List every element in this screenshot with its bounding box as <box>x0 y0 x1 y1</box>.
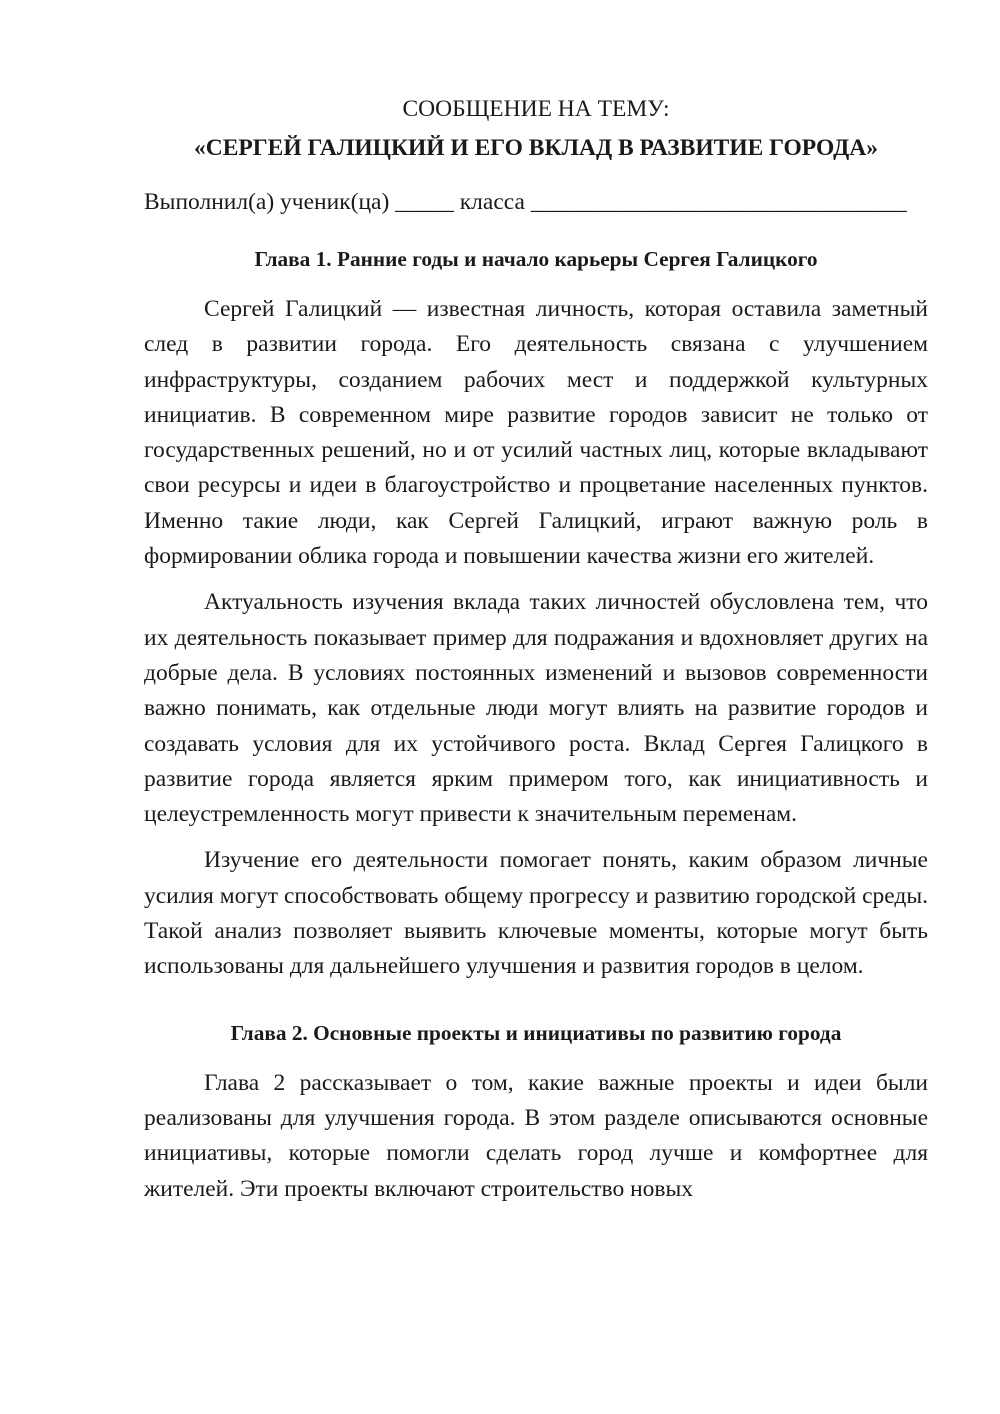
chapter-1-paragraph: Сергей Галицкий — известная личность, которая оставила заметный след в развитии города. Его деятельность связана с улучшением инфраструктуры, созданием рабочих мест и поддержкой культурных инициатив. В современном мире развитие городов зависит не только от государственных решений, но и от усилий частных лиц, которые вкладывают свои ресурсы и идеи в благоустройство и процветание населенных пунктов. Именно такие люди, как Сергей Галицкий, играют важную роль в формировании облика города и повышении качества жизни его жителей. <box>144 296 928 570</box>
chapter-2-paragraph: Глава 2 рассказывает о том, какие важные проекты и идеи были реализованы для улучшения города. В этом разделе описываются основные инициативы, которые помогли сделать город лучше и комфортнее для жителей. Эти проекты включают строительство новых <box>144 1069 928 1202</box>
student-info-line: Выполнил(а) ученик(ца) _____ класса ________________________________ <box>144 189 907 215</box>
chapter-1-paragraph: Актуальность изучения вклада таких личностей обусловлена тем, что их деятельность показывает пример для подражания и вдохновляет других на добрые дела. В условиях постоянных изменений и вызовов современности важно понимать, как отдельные люди могут влиять на развитие городов и создавать условия для их устойчивого роста. Вклад Сергея Галицкого в развитие города является ярким примером того, как инициативность и целеустремленность могут привести к значительным переменам. <box>144 589 928 828</box>
document-page <box>144 92 928 1207</box>
chapter-1-heading: Глава 1. Ранние годы и начало карьеры Сергея Галицкого <box>254 247 818 271</box>
document-title-line-2: «СЕРГЕЙ ГАЛИЦКИЙ И ЕГО ВКЛАД В РАЗВИТИЕ ГОРОДА» <box>193 135 879 161</box>
document-title-line-1: СООБЩЕНИЕ НА ТЕМУ: <box>402 96 670 122</box>
chapter-2-heading: Глава 2. Основные проекты и инициативы по развитию города <box>230 1020 842 1045</box>
chapter-1-paragraph: Изучение его деятельности помогает понять, каким образом личные усилия могут способствовать общему прогрессу и развитию городской среды. Такой анализ позволяет выявить ключевые моменты, которые могут быть использованы для дальнейшего улучшения и развития городов в целом. <box>144 847 928 980</box>
